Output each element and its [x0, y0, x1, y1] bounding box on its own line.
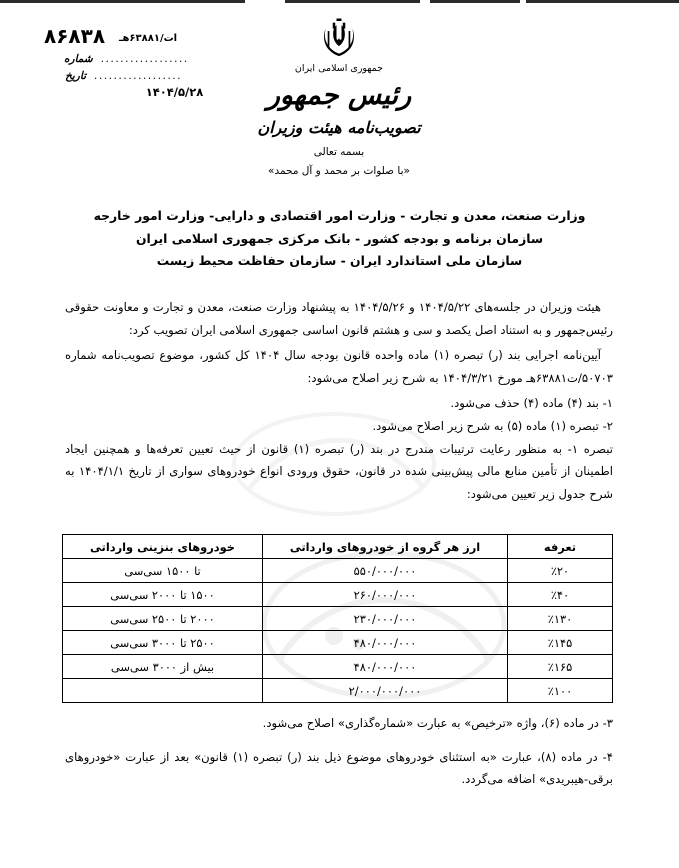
scan-edge-artifact — [0, 0, 679, 3]
document-body — [65, 296, 613, 508]
table-row — [63, 655, 613, 679]
table-row — [63, 559, 613, 583]
addressee-line: سازمان برنامه و بودجه کشور - بانک مرکزی جمهوری اسلامی ایران — [135, 230, 544, 246]
table-row — [63, 583, 613, 607]
cell-category: بیش از ۳۰۰۰ سی‌سی — [63, 655, 263, 679]
cell-value: ۵۵۰/۰۰۰/۰۰۰ — [263, 559, 508, 583]
subject-paragraph: آیین‌نامه اجرایی بند (ر) تبصره (۱) ماده واحده قانون بودجه سال ۱۴۰۴ کل کشور، موضوع تصویب‌نامه شماره ۵۰۷۰۳/ت۶۳۸۸۱هـ مورخ ۱۴۰۴/۳/۲۱ به شرح زیر اصلاح می‌شود: — [65, 348, 613, 385]
addressee-line: سازمان ملی استاندارد ایران - سازمان حفاظت محیط زیست — [156, 253, 523, 269]
salawat-line: «با صلوات بر محمد و آل محمد» — [268, 165, 410, 177]
table-row — [63, 679, 613, 703]
column-header-category: خودروهای بنزینی وارداتی — [63, 535, 263, 559]
republic-name: جمهوری اسلامی ایران — [294, 63, 384, 74]
cell-tariff: ٪۱۰۰ — [508, 679, 613, 703]
addressee-line: وزارت صنعت، معدن و تجارت - وزارت امور اقتصادی و دارایی- وزارت امور خارجه — [93, 208, 586, 223]
cell-tariff: ٪۴۰ — [508, 583, 613, 607]
cell-tariff: ٪۱۶۵ — [508, 655, 613, 679]
cell-category: ۲۰۰۰ تا ۲۵۰۰ سی‌سی — [63, 607, 263, 631]
clause-2: ۲- تبصره (۱) ماده (۵) به شرح زیر اصلاح می‌شود. — [372, 418, 613, 433]
intro-paragraph: هیئت وزیران در جلسه‌های ۱۴۰۴/۵/۲۲ و ۱۴۰۴/۵/۲۶ به پیشنهاد وزارت صنعت، معدن و تجارت و معاونت حقوقی رئیس‌جمهور و به استناد اصل یکصد و سی و هشتم قانون اساسی جمهوری اسلامی ایران تصویب کرد: — [65, 300, 613, 337]
note-1-paragraph: تبصره ۱- به منظور رعایت ترتیبات مندرج در بند (ر) تبصره (۱) قانون از حیث تعیین تعرفه‌ها و همچنین ایجاد اطمینان از تأمین منابع مالی پیش‌بینی شده در قانون، حقوق ورودی انواع خودروهای سواری از تاریخ ۱۴۰۴/۱/۱ به شرح جدول زیر تعیین می‌شود: — [65, 441, 614, 501]
table-row — [63, 631, 613, 655]
cell-category: ۱۵۰۰ تا ۲۰۰۰ سی‌سی — [63, 583, 263, 607]
number-dots: .................. — [100, 52, 189, 65]
cell-value: ۲۶۰/۰۰۰/۰۰۰ — [263, 583, 508, 607]
clause-1: ۱- بند (۴) ماده (۴) حذف می‌شود. — [450, 396, 613, 411]
president-title: رئیس جمهور — [266, 80, 412, 111]
cell-value: ۲/۰۰۰/۰۰۰/۰۰۰ — [263, 679, 508, 703]
table-header-row — [63, 535, 613, 559]
cell-value: ۴۸۰/۰۰۰/۰۰۰ — [263, 631, 508, 655]
document-number-suffix: ات/۶۳۸۸۱هـ — [119, 33, 178, 44]
column-header-value: ارز هر گروه از خودروهای وارداتی — [263, 535, 508, 559]
table-row — [63, 607, 613, 631]
closing-clauses — [65, 700, 613, 800]
tariff-table — [62, 534, 613, 703]
document-number-line — [44, 24, 259, 48]
date-dots: .................. — [93, 69, 183, 82]
cell-tariff: ٪۲۰ — [508, 559, 613, 583]
clause-3: ۳- در ماده (۶)، واژه «ترخیص» به عبارت «شماره‌گذاری» اصلاح می‌شود. — [262, 715, 613, 730]
addressee-list — [0, 205, 679, 273]
clause-4: ۴- در ماده (۸)، عبارت «به استثنای خودروهای موضوع ذیل بند (ر) تبصره (۱) قانون» بعد از عبارت «خودروهای برقی-هیبریدی» اضافه می‌گردد. — [65, 749, 613, 787]
cell-category — [63, 679, 263, 703]
meta-row-date — [44, 69, 259, 82]
date-label: تاریخ — [65, 70, 86, 82]
cell-tariff: ٪۱۳۰ — [508, 607, 613, 631]
document-number: ۸۶۸۳۸ — [44, 24, 106, 48]
tariff-table-wrapper — [63, 534, 613, 703]
number-label: شماره — [64, 53, 93, 65]
cell-category: تا ۱۵۰۰ سی‌سی — [63, 559, 263, 583]
cell-tariff: ٪۱۴۵ — [508, 631, 613, 655]
document-meta-box — [44, 24, 259, 99]
cell-value: ۲۳۰/۰۰۰/۰۰۰ — [263, 607, 508, 631]
cell-category: ۲۵۰۰ تا ۳۰۰۰ سی‌سی — [63, 631, 263, 655]
basmala-line: بسمه تعالی — [313, 146, 365, 158]
column-header-tariff: تعرفه — [508, 535, 613, 559]
meta-row-number — [44, 52, 259, 65]
document-header — [0, 10, 679, 200]
document-date: ۱۴۰۴/۵/۲۸ — [145, 85, 204, 99]
decree-title: تصویب‌نامه هیئت وزیران — [257, 118, 421, 137]
cell-value: ۴۸۰/۰۰۰/۰۰۰ — [263, 655, 508, 679]
iran-emblem-icon — [318, 16, 360, 62]
